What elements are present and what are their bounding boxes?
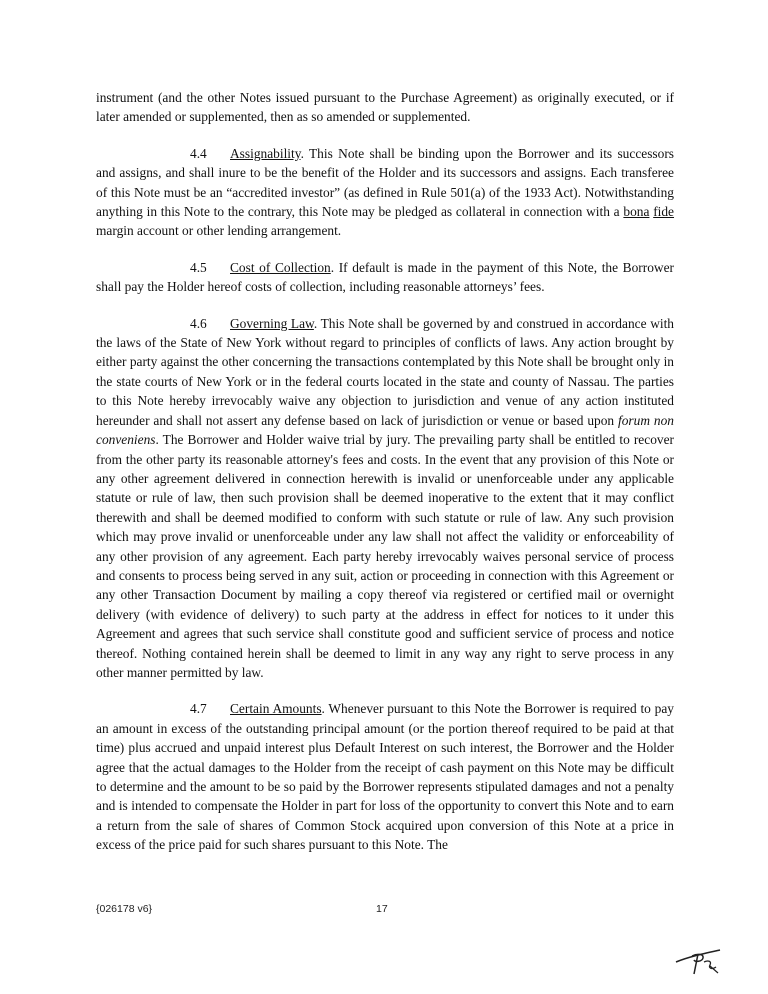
- document-page: [96, 88, 674, 872]
- section-heading: Governing Law: [230, 315, 314, 331]
- section-text: margin account or other lending arrangement.: [96, 223, 342, 239]
- section-4-7: [96, 699, 674, 854]
- section-text-italic: forum non conveniens: [96, 412, 674, 448]
- section-text: . The Borrower and Holder waive trial by jury. The prevailing party shall be entitled to recover from the other party its reasonable attorney's fees and costs. In the event that any provision of this Note or any other agreement delivered in connection herewith is invalid or unenforceable under any applicable statute or rule of law, then such provision shall be deemed inoperative to the extent that it may conflict therewith and shall be deemed modified to conform with such statute or rule of law. Any such provision which may prove invalid or unenforceable under any law shall not affect the validity or enforceability of any other provision of any agreement. Each party hereby irrevocably waives personal service of process and consents to process being served in any suit, action or proceeding in connection with this Agreement or any other Transaction Document by mailing a copy thereof via registered or certified mail or overnight delivery (with evidence of delivery) to such party at the address in effect for notices to it under this Agreement and agrees that such service shall constitute good and sufficient service of process and notice thereof. Nothing contained herein shall be deemed to limit in any way any right to serve process in any other manner permitted by law.: [96, 432, 674, 680]
- paragraph-text: instrument (and the other Notes issued pursuant to the Purchase Agreement) as originally executed, or if later amended or supplemented, then as so amended or supplemented.: [96, 90, 674, 125]
- section-text: . This Note shall be governed by and construed in accordance with the laws of the State of New York without regard to principles of conflicts of laws. Any action brought by either party against the other concerning the transactions contemplated by this Note shall be brought only in the state courts of New York or in the federal courts located in the state and county of Nassau. The parties to this Note hereby irrevocably waive any objection to jurisdiction and venue of any action instituted hereunder and shall not assert any defense based on lack of jurisdiction or venue or based upon: [96, 315, 674, 428]
- section-number: 4.4: [190, 145, 207, 161]
- section-heading: Certain Amounts: [230, 701, 322, 717]
- initials-signature-icon: [670, 940, 728, 978]
- section-heading: Cost of Collection: [230, 259, 331, 275]
- section-heading: Assignability: [230, 145, 301, 161]
- section-number: 4.5: [190, 259, 207, 275]
- section-number: 4.6: [190, 315, 207, 331]
- document-id: {026178 v6}: [96, 903, 153, 915]
- section-text-underlined: fide: [653, 204, 675, 220]
- section-4-6: [96, 314, 674, 683]
- section-text: . If default is made in the payment of this Note, the Borrower shall pay the Holder hereof costs of collection, including reasonable attorneys’ fees.: [96, 259, 674, 295]
- page-number: 17: [376, 903, 388, 915]
- section-text: . Whenever pursuant to this Note the Borrower is required to pay an amount in excess of the outstanding principal amount (or the portion thereof required to be paid at that time) plus accrued and unpaid interest plus Default Interest on such interest, the Borrower and the Holder agree that the actual damages to the Holder from the receipt of cash payment on this Note may be difficult to determine and the amount to be so paid by the Borrower represents stipulated damages and not a penalty and is intended to compensate the Holder in part for loss of the opportunity to convert this Note and to earn a return from the sale of shares of Common Stock acquired upon conversion of this Note at a price in excess of the price paid for such shares pursuant to this Note. The: [96, 701, 674, 853]
- section-4-5: [96, 258, 674, 297]
- section-text: . This Note shall be binding upon the Borrower and its successors and assigns, and shall inure to be the benefit of the Holder and its successors and assigns. Each transferee of this Note must be an “accredited investor” (as defined in Rule 501(a) of the 1933 Act). Notwithstanding anything in this Note to the contrary, this Note may be pledged as collateral in connection with a: [96, 145, 674, 220]
- paragraph-continuation: [96, 88, 674, 127]
- section-4-4: [96, 144, 674, 241]
- section-number: 4.7: [190, 701, 207, 717]
- section-text-underlined: bona: [623, 204, 650, 220]
